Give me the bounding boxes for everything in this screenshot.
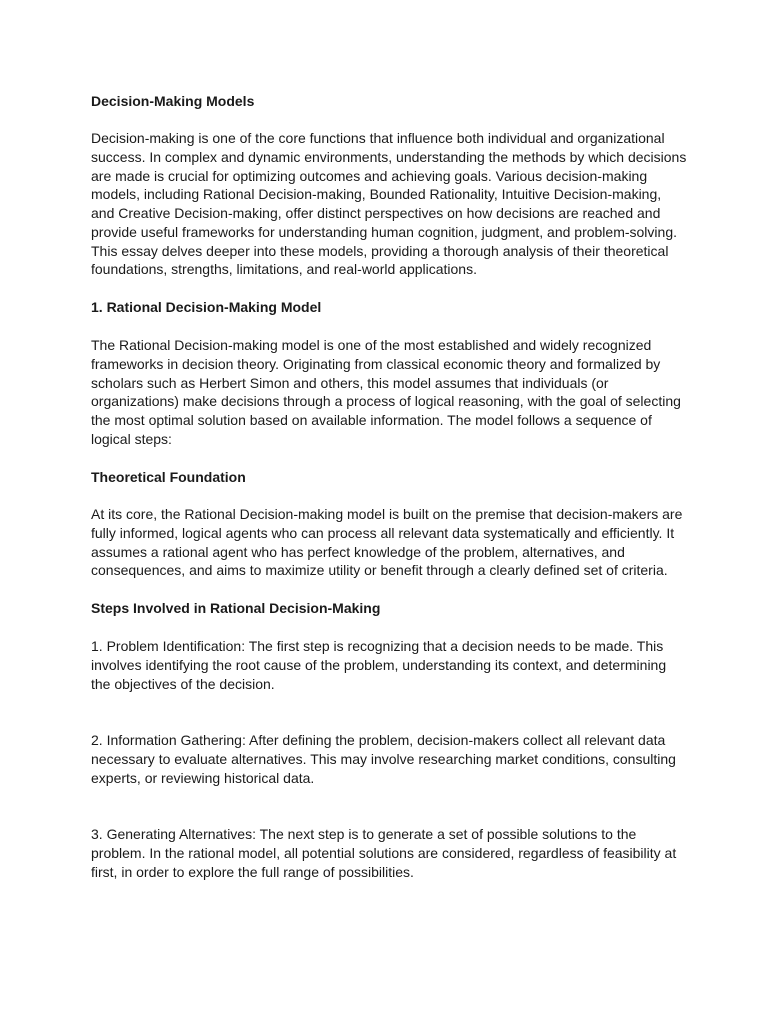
step1-paragraph xyxy=(91,637,666,693)
intro-line: provide useful frameworks for understanding human cognition, judgment, and problem-solving. xyxy=(91,223,677,240)
intro-line: models, including Rational Decision-making, Bounded Rationality, Intuitive Decision-making, xyxy=(91,186,662,203)
intro-line: This essay delves deeper into these models, providing a thorough analysis of their theoretical xyxy=(91,242,669,259)
theory-line: assumes a rational agent who has perfect knowledge of the problem, alternatives, and xyxy=(91,543,625,560)
step1-line: 1. Problem Identification: The first step is recognizing that a decision needs to be made. This xyxy=(91,638,664,654)
intro-line: and Creative Decision-making, offer distinct perspectives on how decisions are reached and xyxy=(91,205,661,221)
step2-line: experts, or reviewing historical data. xyxy=(91,769,315,786)
section1-line: scholars such as Herbert Simon and others, this model assumes that individuals (or xyxy=(91,374,609,391)
step3-line: problem. In the rational model, all potential solutions are considered, regardless of feasibility at xyxy=(91,844,677,861)
step1-line: the objectives of the decision. xyxy=(91,675,275,692)
intro-line: are made is crucial for optimizing outcomes and achieving goals. Various decision-making xyxy=(91,167,648,184)
document-title: Decision-Making Models xyxy=(91,93,255,109)
step2-line: 2. Information Gathering: After defining the problem, decision-makers collect all relevant data xyxy=(91,732,666,748)
intro-line: foundations, strengths, limitations, and real-world applications. xyxy=(91,261,477,278)
step3-line: 3. Generating Alternatives: The next step is to generate a set of possible solutions to the xyxy=(91,826,637,842)
theory-paragraph xyxy=(91,505,682,580)
theory-line: At its core, the Rational Decision-making model is built on the premise that decision-makers are xyxy=(91,506,683,522)
steps-heading: Steps Involved in Rational Decision-Making xyxy=(91,600,381,616)
theory-line: fully informed, logical agents who can process all relevant data systematically and efficiently. It xyxy=(91,524,675,541)
section1-heading: 1. Rational Decision-Making Model xyxy=(91,299,322,315)
section1-line: logical steps: xyxy=(91,430,172,447)
section1-line: organizations) make decisions through a process of logical reasoning, with the goal of selecting xyxy=(91,393,681,410)
intro-line: success. In complex and dynamic environments, understanding the methods by which decisions xyxy=(91,148,687,165)
intro-paragraph xyxy=(91,129,686,279)
step2-paragraph xyxy=(91,731,676,787)
step2-line: necessary to evaluate alternatives. This may involve researching market conditions, consulting xyxy=(91,750,676,767)
step3-line: first, in order to explore the full range of possibilities. xyxy=(91,863,414,880)
section1-line: the most optimal solution based on available information. The model follows a sequence of xyxy=(91,412,652,428)
theory-heading: Theoretical Foundation xyxy=(91,469,246,485)
section1-line: The Rational Decision-making model is one of the most established and widely recognized xyxy=(91,337,652,353)
step1-line: involves identifying the root cause of the problem, understanding its context, and determining xyxy=(91,656,667,673)
theory-line: consequences, and aims to maximize utility or benefit through a clearly defined set of criteria. xyxy=(91,562,668,579)
intro-line: Decision-making is one of the core functions that influence both individual and organizational xyxy=(91,130,665,146)
section1-line: frameworks in decision theory. Originating from classical economic theory and formalized by xyxy=(91,355,661,372)
step3-paragraph xyxy=(91,825,676,881)
section1-paragraph xyxy=(91,336,681,449)
